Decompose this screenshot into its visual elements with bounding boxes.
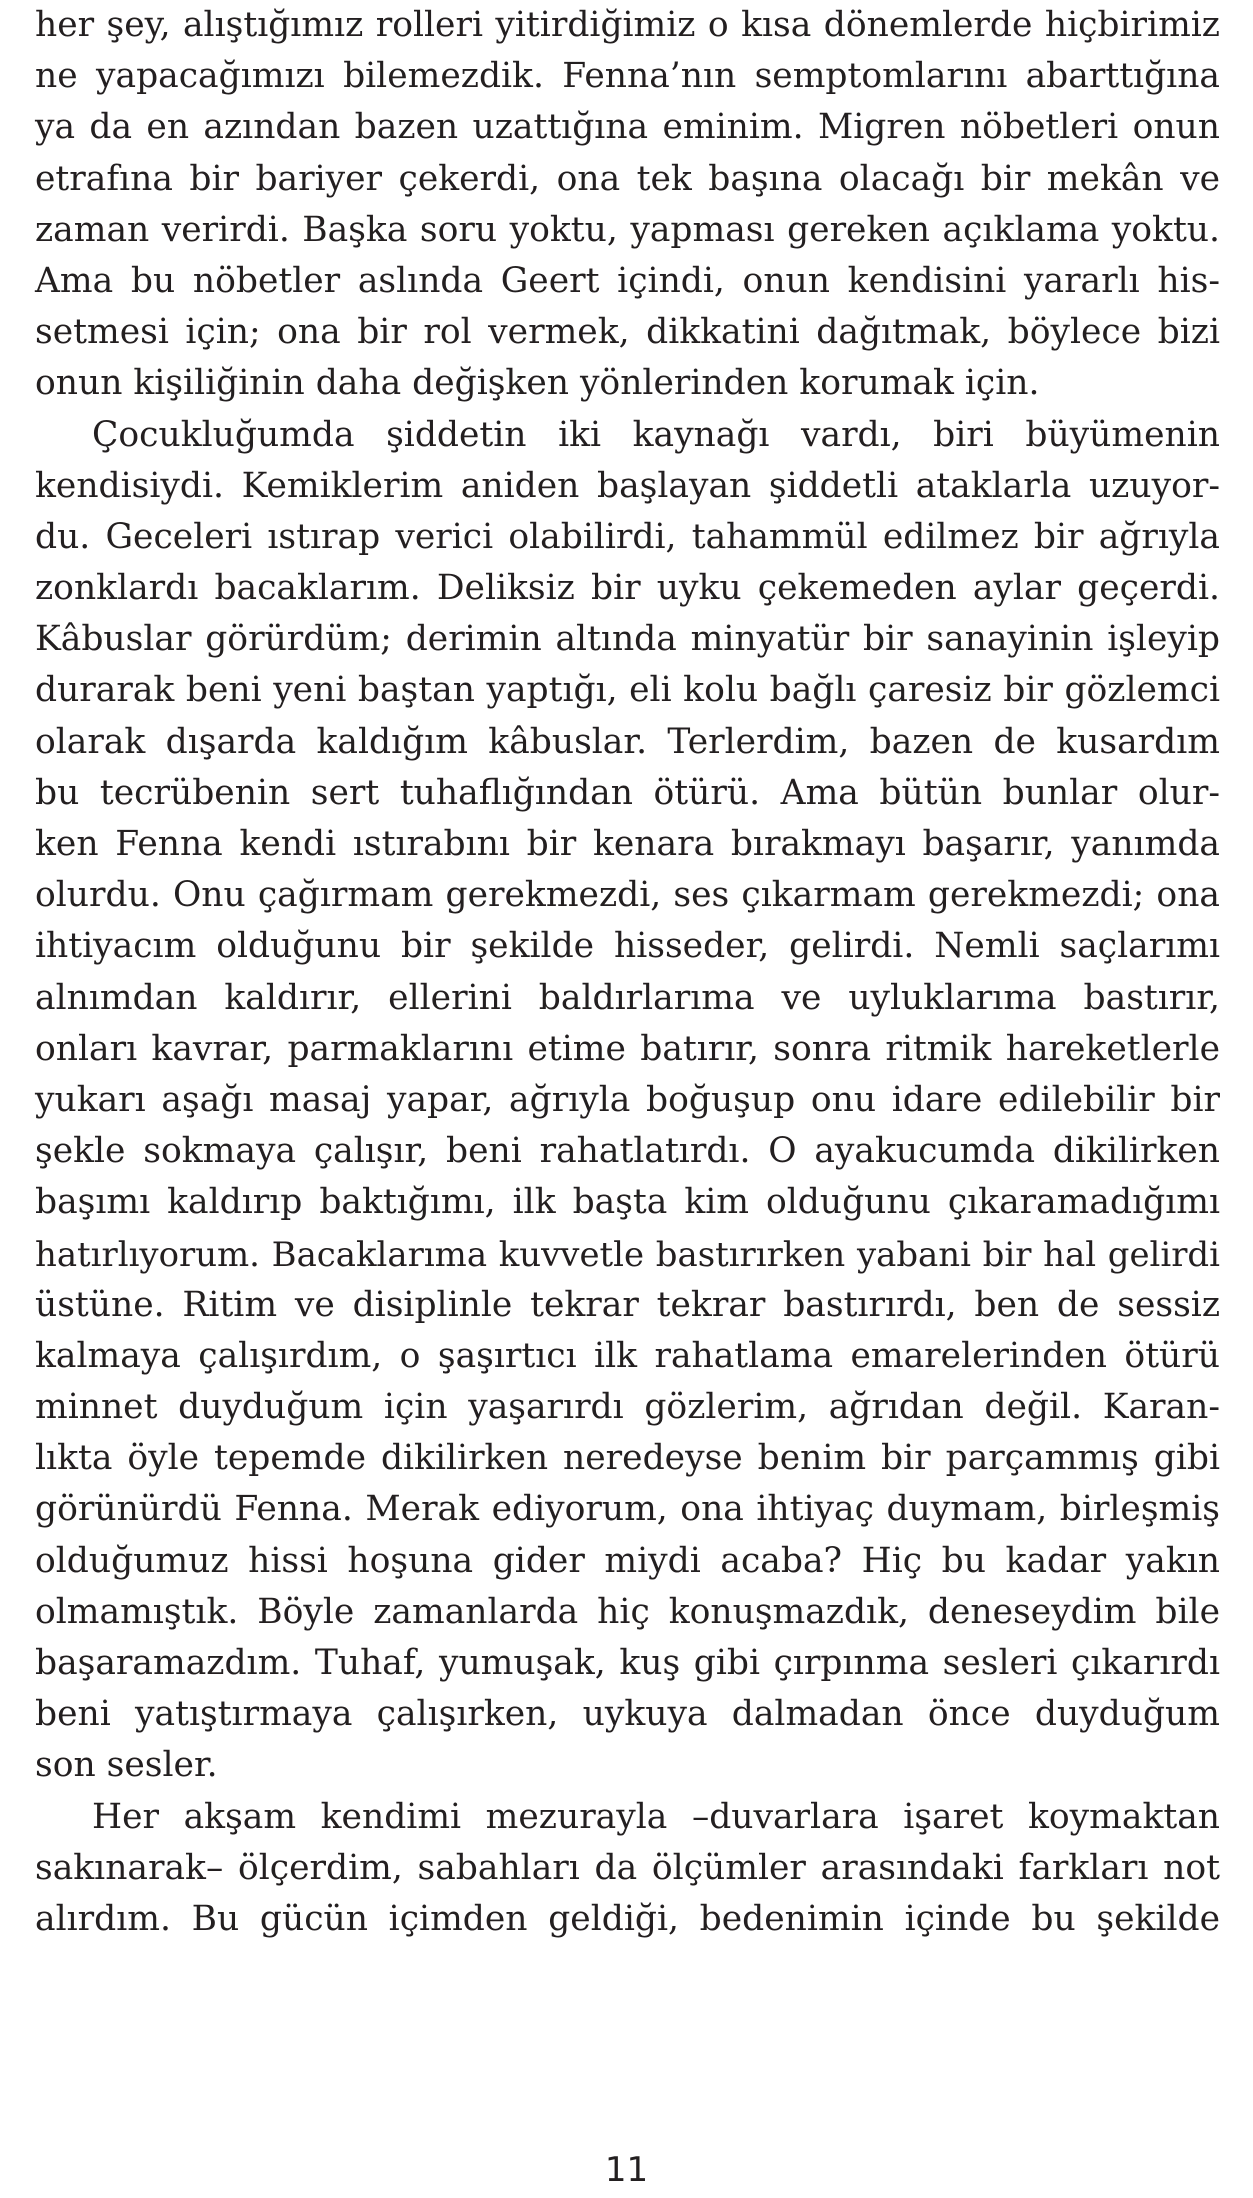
- text-line: yukarı aşağı masaj yapar, ağrıyla boğuşup onu idare edilebilir bir: [35, 1079, 1220, 1120]
- text-line: durarak beni yeni baştan yaptığı, eli kolu bağlı çaresiz bir gözlemci: [35, 670, 1220, 711]
- text-line: başaramazdım. Tuhaf, yumuşak, kuş gibi çırpınma sesleri çıkarırdı: [35, 1643, 1220, 1683]
- text-line: ken Fenna kendi ıstırabını bir kenara bırakmayı başarır, yanımda: [35, 824, 1220, 864]
- text-line: son sesler.: [35, 1745, 218, 1786]
- text-line: zonklardı bacaklarım. Deliksiz bir uyku çekemeden aylar geçerdi.: [35, 568, 1220, 609]
- text-line: ne yapacağımızı bilemezdik. Fenna’nın semptomlarını abarttığına: [35, 56, 1220, 97]
- text-line: kendisiydi. Kemiklerim aniden başlayan şiddetli ataklarla uzuyor-: [35, 465, 1220, 506]
- text-line: şekle sokmaya çalışır, beni rahatlatırdı. O ayakucumda dikilirken: [35, 1131, 1220, 1172]
- text-line: setmesi için; ona bir rol vermek, dikkatini dağıtmak, böylece bizi: [35, 312, 1220, 353]
- text-line: ihtiyacım olduğunu bir şekilde hisseder, gelirdi. Nemli saçlarımı: [35, 926, 1220, 967]
- text-line: olmamıştık. Böyle zamanlarda hiç konuşmazdık, deneseydim bile: [35, 1591, 1220, 1632]
- text-line: minnet duyduğum için yaşarırdı gözlerim, ağrıdan değil. Karan-: [35, 1387, 1220, 1428]
- text-line: olarak dışarda kaldığım kâbuslar. Terlerdim, bazen de kusardım: [35, 721, 1220, 762]
- text-line: Kâbuslar görürdüm; derimin altında minyatür bir sanayinin işleyip: [35, 619, 1220, 660]
- page-number: 11: [604, 2150, 649, 2190]
- body-text: [35, 0, 1220, 1945]
- text-line: başımı kaldırıp baktığımı, ilk başta kim olduğunu çıkaramadığımı: [35, 1182, 1220, 1223]
- text-line: bu tecrübenin sert tuhaflığından ötürü. Ama bütün bunlar olur-: [35, 772, 1220, 813]
- text-line: kalmaya çalışırdım, o şaşırtıcı ilk rahatlama emarelerinden ötürü: [35, 1335, 1220, 1376]
- text-line: ya da en azından bazen uzattığına eminim. Migren nöbetleri onun: [35, 107, 1220, 148]
- text-line: Her akşam kendimi mezurayla –duvarlara işaret koymaktan: [92, 1796, 1220, 1837]
- text-line: lıkta öyle tepemde dikilirken neredeyse benim bir parçammış gibi: [35, 1438, 1220, 1479]
- text-line: üstüne. Ritim ve disiplinle tekrar tekrar bastırırdı, ben de sessiz: [35, 1284, 1220, 1325]
- text-line: sakınarak– ölçerdim, sabahları da ölçümler arasındaki farkları not: [35, 1847, 1220, 1888]
- text-line: onları kavrar, parmaklarını etime batırır, sonra ritmik hareketlerle: [35, 1028, 1220, 1069]
- text-line: Ama bu nöbetler aslında Geert içindi, onun kendisini yararlı his-: [35, 260, 1220, 301]
- text-line: hatırlıyorum. Bacaklarıma kuvvetle bastırırken yabani bir hal gelirdi: [35, 1234, 1220, 1274]
- text-line: du. Geceleri ıstırap verici olabilirdi, tahammül edilmez bir ağrıyla: [35, 516, 1220, 557]
- text-line: olurdu. Onu çağırmam gerekmezdi, ses çıkarmam gerekmezdi; ona: [35, 875, 1220, 916]
- text-line: zaman verirdi. Başka soru yoktu, yapması gereken açıklama yoktu.: [35, 209, 1220, 250]
- text-line: etrafına bir bariyer çekerdi, ona tek başına olacağı bir mekân ve: [35, 158, 1220, 199]
- text-line: beni yatıştırmaya çalışırken, uykuya dalmadan önce duyduğum: [35, 1694, 1220, 1735]
- text-line: Çocukluğumda şiddetin iki kaynağı vardı, biri büyümenin: [92, 414, 1220, 455]
- text-line: alnımdan kaldırır, ellerini baldırlarıma ve uyluklarıma bastırır,: [35, 977, 1220, 1018]
- text-line: onun kişiliğinin daha değişken yönlerinden korumak için.: [35, 363, 1040, 404]
- text-line: her şey, alıştığımız rolleri yitirdiğimiz o kısa dönemlerde hiçbirimiz: [35, 5, 1220, 45]
- text-line: alırdım. Bu gücün içimden geldiği, bedenimin içinde bu şekilde: [35, 1898, 1220, 1939]
- text-line: olduğumuz hissi hoşuna gider miydi acaba? Hiç bu kadar yakın: [35, 1540, 1220, 1581]
- text-line: görünürdü Fenna. Merak ediyorum, ona ihtiyaç duymam, birleşmiş: [35, 1489, 1220, 1530]
